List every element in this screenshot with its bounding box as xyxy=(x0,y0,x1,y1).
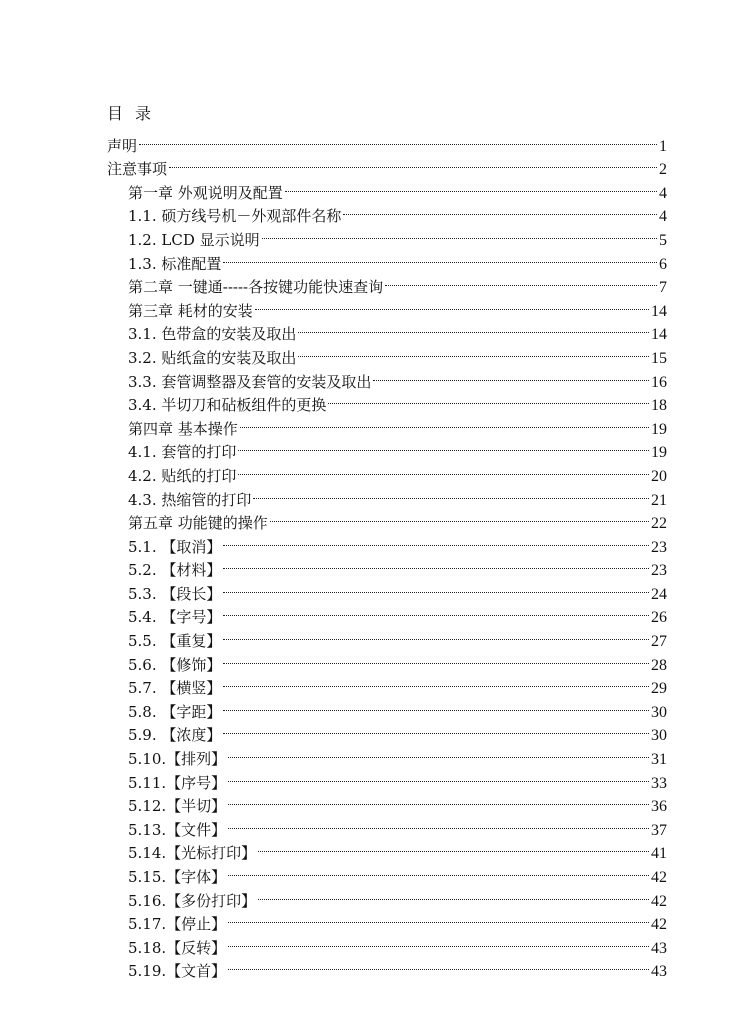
toc-dot-leader xyxy=(223,528,649,552)
toc-entry-label: 声明 xyxy=(107,136,138,155)
toc-entry-page-number: 19 xyxy=(651,420,667,438)
toc-entry-label: 注意事项 xyxy=(107,160,168,179)
toc-dot-leader xyxy=(223,693,649,717)
toc-entry-page-number: 29 xyxy=(651,680,667,698)
toc-entry-label: 第一章 外观说明及配置 xyxy=(128,183,283,202)
toc-dot-leader xyxy=(328,387,649,411)
toc-entry-label: 5.14.【光标打印】 xyxy=(128,844,257,863)
toc-entry-label: 5.4. 【字号】 xyxy=(128,608,222,627)
toc-dot-leader xyxy=(228,740,649,764)
toc-title xyxy=(107,103,151,125)
toc-dot-leader xyxy=(223,245,657,269)
toc-entry-page-number: 6 xyxy=(659,255,667,273)
toc-entry-page-number: 33 xyxy=(651,774,667,792)
toc-entry-label: 3.4. 半切刀和砧板组件的更换 xyxy=(128,396,327,415)
toc-entry-page-number: 22 xyxy=(651,515,667,533)
toc-entry-label: 第二章 一键通-----各按键功能快速查询 xyxy=(128,278,384,297)
toc-entry[interactable] xyxy=(107,174,667,202)
toc-entry-page-number: 31 xyxy=(651,751,667,769)
toc-entry-page-number: 43 xyxy=(651,963,667,981)
toc-dot-leader xyxy=(258,882,649,906)
toc-dot-leader xyxy=(228,906,649,930)
toc-entry-page-number: 43 xyxy=(651,939,667,957)
toc-entry-label: 1.3. 标准配置 xyxy=(128,254,222,273)
toc-entry-page-number: 42 xyxy=(651,916,667,934)
toc-entry-label: 5.18.【反转】 xyxy=(128,938,227,957)
toc-entry-label: 1.1. 硕方线号机－外观部件名称 xyxy=(128,207,342,226)
toc-dot-leader xyxy=(228,858,649,882)
toc-entry-label: 3.1. 色带盒的安装及取出 xyxy=(128,325,297,344)
toc-entry-page-number: 37 xyxy=(651,821,667,839)
toc-entry-label: 5.17.【停止】 xyxy=(128,915,227,934)
toc-entry-label: 4.2. 贴纸的打印 xyxy=(128,466,237,485)
toc-entry-label: 4.3. 热缩管的打印 xyxy=(128,490,252,509)
toc-dot-leader xyxy=(385,269,657,293)
toc-entry-page-number: 23 xyxy=(651,562,667,580)
toc-dot-leader xyxy=(228,764,649,788)
toc-entry-label: 3.3. 套管调整器及套管的安装及取出 xyxy=(128,372,372,391)
toc-entry-label: 第五章 功能键的操作 xyxy=(128,514,268,533)
toc-entry-label: 5.15.【字体】 xyxy=(128,868,227,886)
toc-dot-leader xyxy=(223,717,649,741)
toc-dot-leader xyxy=(228,788,649,812)
toc-entry-label: 5.8. 【字距】 xyxy=(128,702,222,721)
toc-entry-label: 4.1. 套管的打印 xyxy=(128,443,237,462)
toc-dot-leader xyxy=(298,339,649,363)
toc-entry-page-number: 5 xyxy=(659,231,667,249)
toc-title-char-2: 录 xyxy=(135,104,152,123)
toc-dot-leader xyxy=(240,410,649,434)
toc-dot-leader xyxy=(343,198,657,222)
toc-entry-label: 5.5. 【重复】 xyxy=(128,632,222,651)
toc-entry-page-number: 30 xyxy=(651,703,667,721)
toc-entry-label: 5.1. 【取消】 xyxy=(128,537,222,556)
toc-entry[interactable] xyxy=(107,151,667,179)
toc-dot-leader xyxy=(255,292,649,316)
toc-dot-leader xyxy=(223,670,649,694)
toc-dot-leader xyxy=(223,552,649,576)
toc-entry-label: 第四章 基本操作 xyxy=(128,419,238,438)
toc-entry-label: 5.12.【半切】 xyxy=(128,797,227,816)
toc-entry-label: 5.6. 【修饰】 xyxy=(128,655,222,674)
toc-entry-label: 5.2. 【材料】 xyxy=(128,561,222,580)
toc-dot-leader xyxy=(139,127,657,151)
toc-title-char-1: 目 xyxy=(107,104,124,123)
toc-entry-label: 5.11.【序号】 xyxy=(128,773,227,792)
toc-entry-page-number: 27 xyxy=(651,633,667,651)
toc-dot-leader xyxy=(228,929,649,953)
toc-entry[interactable] xyxy=(107,127,667,155)
toc-entry-page-number: 19 xyxy=(651,444,667,462)
toc-entry-page-number: 24 xyxy=(651,585,667,603)
toc-dot-leader xyxy=(285,174,657,198)
toc-entry-page-number: 42 xyxy=(651,892,667,910)
toc-entry-page-number: 14 xyxy=(651,326,667,344)
toc-entry-page-number: 30 xyxy=(651,727,667,745)
table-of-contents xyxy=(107,127,667,981)
toc-dot-leader xyxy=(262,221,657,245)
toc-entry-page-number: 7 xyxy=(659,279,667,297)
toc-entry-label: 第三章 耗材的安装 xyxy=(128,301,253,320)
toc-dot-leader xyxy=(223,622,649,646)
toc-entry-page-number: 14 xyxy=(651,302,667,320)
toc-entry-page-number: 41 xyxy=(651,845,667,863)
toc-dot-leader xyxy=(228,811,649,835)
toc-entry-page-number: 2 xyxy=(659,161,667,179)
toc-dot-leader xyxy=(238,457,649,481)
toc-dot-leader xyxy=(270,505,649,529)
toc-dot-leader xyxy=(223,599,649,623)
toc-dot-leader xyxy=(258,835,649,859)
toc-entry-page-number: 1 xyxy=(659,137,667,155)
toc-entry-page-number: 42 xyxy=(651,869,667,886)
toc-entry-label: 5.13.【文件】 xyxy=(128,820,227,839)
toc-entry-label: 5.19.【文首】 xyxy=(128,962,227,981)
toc-entry-page-number: 16 xyxy=(651,373,667,391)
toc-entry-page-number: 28 xyxy=(651,656,667,674)
toc-entry-label: 5.3. 【段长】 xyxy=(128,584,222,603)
toc-dot-leader xyxy=(223,646,649,670)
toc-entry-page-number: 15 xyxy=(651,349,667,367)
toc-entry-label: 5.9. 【浓度】 xyxy=(128,726,222,745)
toc-entry-page-number: 4 xyxy=(659,208,667,226)
toc-dot-leader xyxy=(228,953,649,977)
toc-entry-page-number: 18 xyxy=(651,397,667,415)
toc-entry-page-number: 26 xyxy=(651,609,667,627)
toc-dot-leader xyxy=(238,434,649,458)
toc-entry-label: 3.2. 贴纸盒的安装及取出 xyxy=(128,348,297,367)
toc-dot-leader xyxy=(298,316,649,340)
toc-dot-leader xyxy=(169,151,657,175)
toc-dot-leader xyxy=(373,363,649,387)
toc-entry-page-number: 4 xyxy=(659,184,667,202)
toc-entry-page-number: 20 xyxy=(651,467,667,485)
toc-entry-page-number: 21 xyxy=(651,491,667,509)
toc-entry-label: 5.7. 【横竖】 xyxy=(128,679,222,698)
toc-entry-page-number: 23 xyxy=(651,538,667,556)
toc-entry-label: 5.10.【排列】 xyxy=(128,750,227,769)
toc-dot-leader xyxy=(253,481,649,505)
toc-entry-page-number: 36 xyxy=(651,798,667,816)
toc-entry-label: 5.16.【多份打印】 xyxy=(128,891,257,910)
toc-dot-leader xyxy=(223,575,649,599)
toc-entry-label: 1.2. LCD 显示说明 xyxy=(128,230,260,249)
